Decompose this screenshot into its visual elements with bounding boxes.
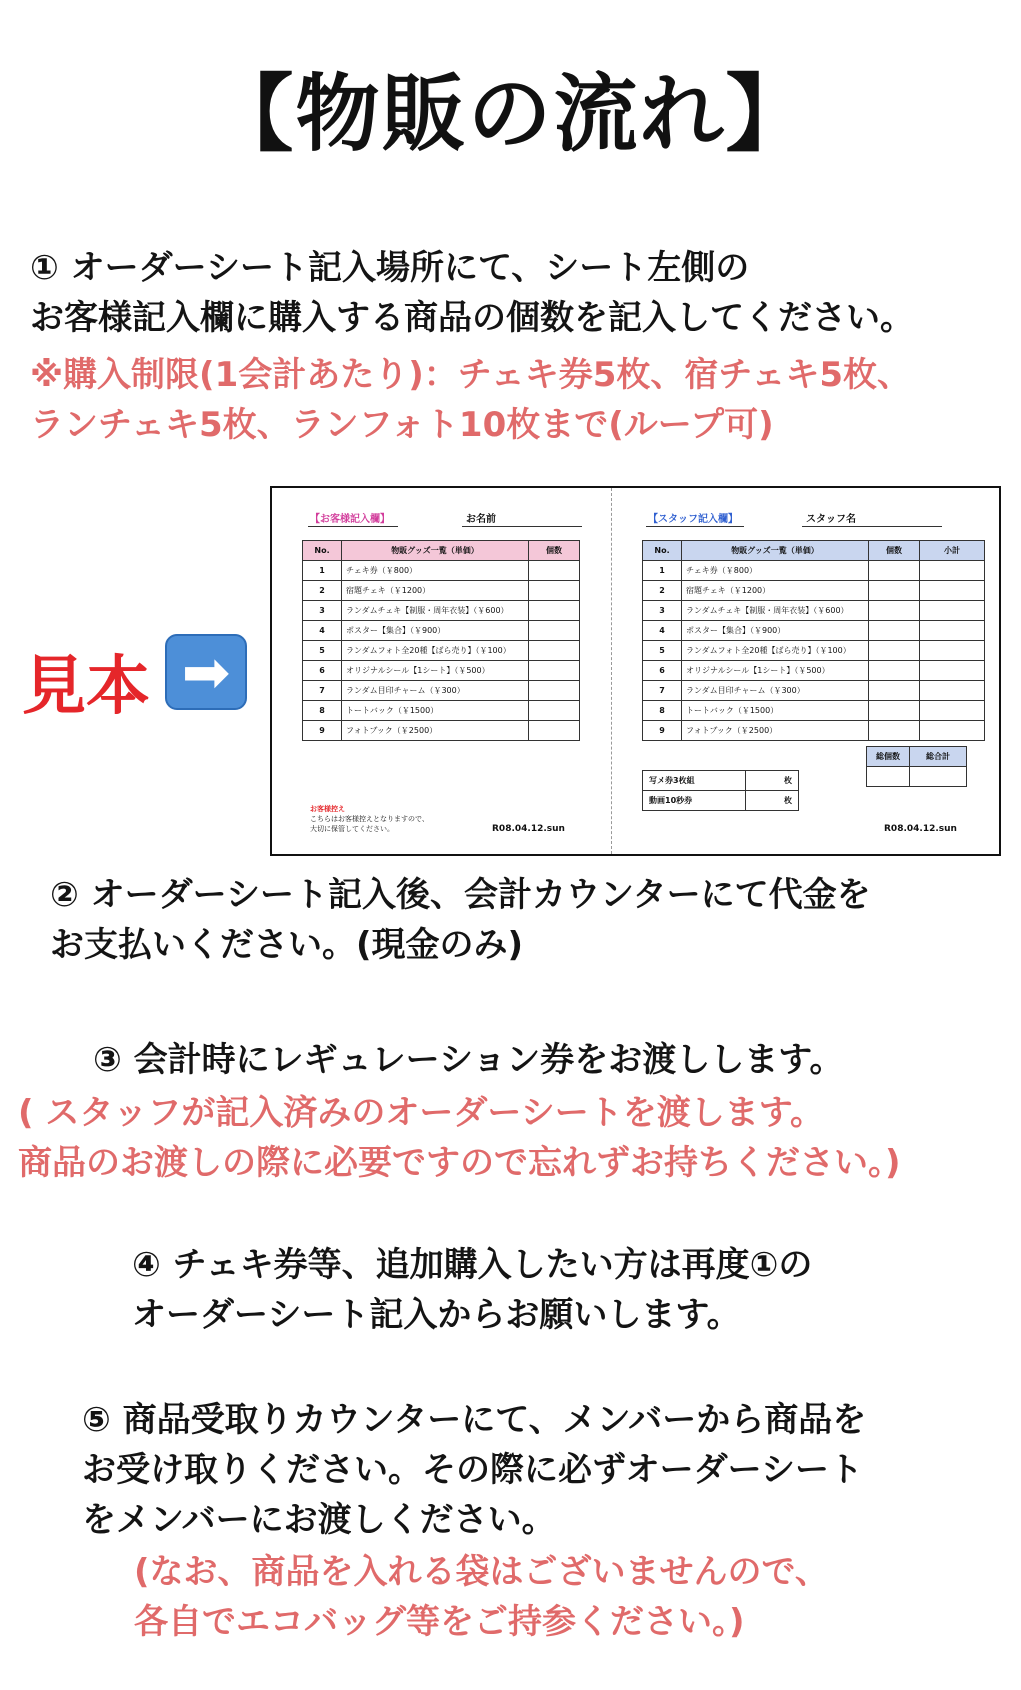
step2-line: ② オーダーシート記入後、会計カウンターにて代金を xyxy=(50,875,871,915)
staff-header: 【スタッフ記入欄】 xyxy=(648,514,738,525)
page-title: 【物販の流れ】 xyxy=(209,65,812,163)
qty-cell[interactable] xyxy=(869,641,920,661)
subtotal-cell[interactable] xyxy=(920,701,985,721)
footer-note-line: 大切に保管してください。 xyxy=(310,825,394,833)
step5-line: ⑤ 商品受取りカウンターにて、メンバーから商品を xyxy=(82,1400,867,1440)
table-row: 6 オリジナルシール【1シート】（￥500） xyxy=(303,661,580,681)
header-underline xyxy=(308,526,398,527)
subtotal-cell[interactable] xyxy=(920,681,985,701)
subtotal-cell[interactable] xyxy=(920,561,985,581)
extra-unit: 枚 xyxy=(746,771,799,791)
table-row: 7 ランダム目印チャーム（￥300） xyxy=(643,681,985,701)
table-row: 5 ランダムフォト全20種【ばら売り】（￥100） xyxy=(643,641,985,661)
step3-note-line: 商品のお渡しの際に必要ですので忘れずお持ちください。) xyxy=(18,1143,901,1183)
subtotal-cell[interactable] xyxy=(920,581,985,601)
step5-note-line: (なお、商品を入れる袋はございませんので、 xyxy=(134,1552,829,1592)
table-row: 9 フォトブック（￥2500） xyxy=(643,721,985,741)
qty-cell[interactable] xyxy=(529,621,580,641)
table-row: 9 フォトブック（￥2500） xyxy=(303,721,580,741)
table-row: 8 トートバック（￥1500） xyxy=(303,701,580,721)
col-header: 個数 xyxy=(529,541,580,561)
step1-note xyxy=(30,350,911,450)
qty-cell[interactable] xyxy=(529,661,580,681)
table-row: 1 チェキ券（￥800） xyxy=(303,561,580,581)
qty-cell[interactable] xyxy=(869,721,920,741)
qty-cell[interactable] xyxy=(529,581,580,601)
col-header: 個数 xyxy=(869,541,920,561)
step3-line: ③ 会計時にレギュレーション券をお渡しします。 xyxy=(93,1040,844,1080)
qty-cell[interactable] xyxy=(529,601,580,621)
order-sheet-sample xyxy=(270,486,1001,856)
staff-name-label: スタッフ名 xyxy=(806,514,856,525)
step1-note-line: ※購入制限(1会計あたり)：チェキ券5枚、宿チェキ5枚、 xyxy=(30,355,912,395)
table-row: 2 宿題チェキ（￥1200） xyxy=(643,581,985,601)
name-underline xyxy=(462,526,582,527)
step3-note xyxy=(18,1088,901,1188)
table-row: 5 ランダムフォト全20種【ばら売り】（￥100） xyxy=(303,641,580,661)
customer-footer-note xyxy=(310,804,429,834)
qty-cell[interactable] xyxy=(529,561,580,581)
step1-text xyxy=(30,243,914,343)
table-row: 2 宿題チェキ（￥1200） xyxy=(303,581,580,601)
table-row: 7 ランダム目印チャーム（￥300） xyxy=(303,681,580,701)
qty-cell[interactable] xyxy=(529,721,580,741)
step2-text xyxy=(50,870,871,970)
customer-table xyxy=(302,540,580,741)
qty-cell[interactable] xyxy=(869,661,920,681)
table-row: 1 チェキ券（￥800） xyxy=(643,561,985,581)
right-arrow-icon: ➡ xyxy=(165,634,247,710)
qty-cell[interactable] xyxy=(869,561,920,581)
extras-table xyxy=(642,770,799,811)
step1-line: お客様記入欄に購入する商品の個数を記入してください。 xyxy=(30,298,914,338)
table-row: 3 ランダムチェキ【制服・周年衣装】（￥600） xyxy=(643,601,985,621)
step5-note xyxy=(134,1547,829,1647)
customer-section xyxy=(272,488,611,854)
footer-note-line: こちらはお客様控えとなりますので、 xyxy=(310,815,429,823)
qty-cell[interactable] xyxy=(869,701,920,721)
qty-cell[interactable] xyxy=(869,581,920,601)
subtotal-cell[interactable] xyxy=(920,661,985,681)
subtotal-cell[interactable] xyxy=(920,621,985,641)
total-count-cell[interactable] xyxy=(867,767,910,787)
staff-date: R08.04.12.sun xyxy=(884,824,957,834)
name-underline xyxy=(802,526,942,527)
customer-header: 【お客様記入欄】 xyxy=(310,514,390,525)
step4-line: ④ チェキ券等、追加購入したい方は再度①の xyxy=(132,1245,813,1285)
totals-table xyxy=(866,746,967,787)
header-underline xyxy=(646,526,744,527)
step5-text xyxy=(82,1395,866,1545)
col-header: 物販グッズ一覧（単価） xyxy=(682,541,869,561)
step4-text xyxy=(132,1240,812,1340)
subtotal-cell[interactable] xyxy=(920,721,985,741)
extra-label: 写メ券3枚組 xyxy=(643,771,746,791)
table-row: 8 トートバック（￥1500） xyxy=(643,701,985,721)
customer-date: R08.04.12.sun xyxy=(492,824,565,834)
col-header: 物販グッズ一覧（単価） xyxy=(342,541,529,561)
step3-text xyxy=(93,1035,844,1085)
table-row xyxy=(643,771,799,791)
col-header: No. xyxy=(643,541,682,561)
table-row: 4 ポスター【集合】（￥900） xyxy=(643,621,985,641)
step5-note-line: 各自でエコバッグ等をご持参ください。) xyxy=(134,1602,745,1642)
qty-cell[interactable] xyxy=(869,681,920,701)
total-count-label: 総個数 xyxy=(867,747,910,767)
staff-section xyxy=(612,488,999,854)
extra-unit: 枚 xyxy=(746,791,799,811)
sample-label: 見本 xyxy=(22,650,150,724)
qty-cell[interactable] xyxy=(869,621,920,641)
qty-cell[interactable] xyxy=(529,641,580,661)
subtotal-cell[interactable] xyxy=(920,641,985,661)
col-header: 小計 xyxy=(920,541,985,561)
footer-highlight: お客様控え xyxy=(310,805,345,813)
step4-line: オーダーシート記入からお願いします。 xyxy=(132,1295,741,1335)
step3-note-line: ( スタッフが記入済みのオーダーシートを渡します。 xyxy=(18,1093,824,1133)
table-row: 6 オリジナルシール【1シート】（￥500） xyxy=(643,661,985,681)
grand-total-cell[interactable] xyxy=(910,767,967,787)
extra-label: 動画10秒券 xyxy=(643,791,746,811)
step1-note-line: ランチェキ5枚、ランフォト10枚まで(ループ可) xyxy=(30,405,774,445)
staff-table xyxy=(642,540,985,741)
grand-total-label: 総合計 xyxy=(910,747,967,767)
qty-cell[interactable] xyxy=(529,701,580,721)
customer-name-label: お名前 xyxy=(466,514,496,525)
subtotal-cell[interactable] xyxy=(920,601,985,621)
col-header: No. xyxy=(303,541,342,561)
qty-cell[interactable] xyxy=(529,681,580,701)
qty-cell[interactable] xyxy=(869,601,920,621)
step1-line: ① オーダーシート記入場所にて、シート左側の xyxy=(30,248,750,288)
step5-line: をメンバーにお渡しください。 xyxy=(82,1500,556,1540)
table-row: 4 ポスター【集合】（￥900） xyxy=(303,621,580,641)
step5-line: お受け取りください。その際に必ずオーダーシート xyxy=(82,1450,863,1490)
table-row xyxy=(643,791,799,811)
step2-line: お支払いください。(現金のみ) xyxy=(50,925,524,965)
table-row: 3 ランダムチェキ【制服・周年衣装】（￥600） xyxy=(303,601,580,621)
